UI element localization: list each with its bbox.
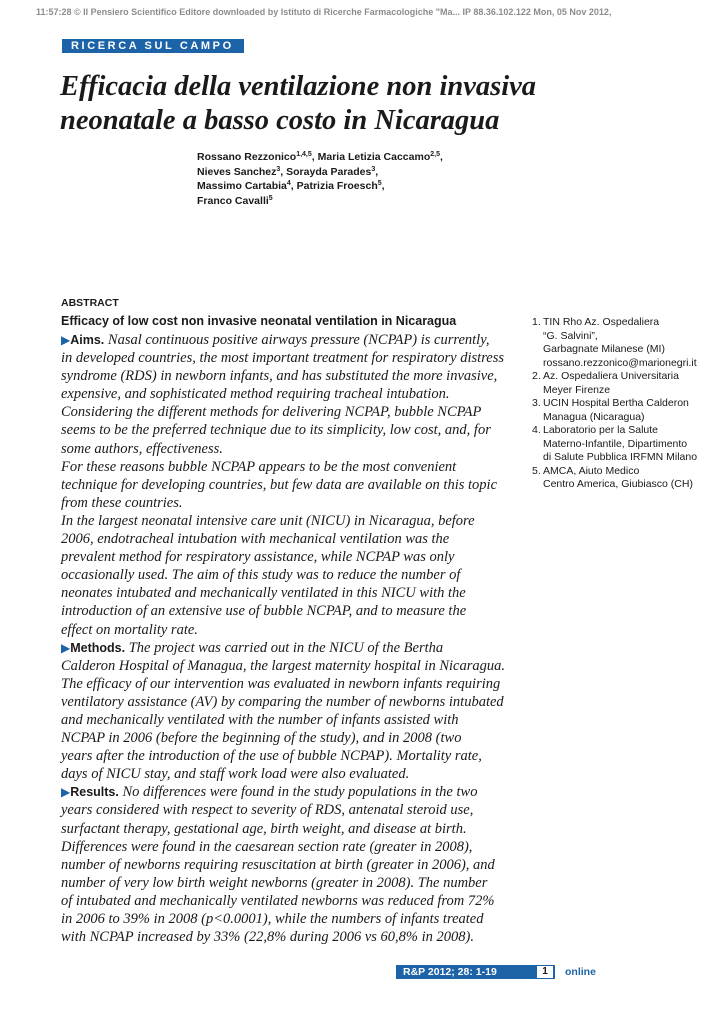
affiliation-item (532, 424, 722, 465)
affiliation-number: 2. (532, 370, 541, 382)
affiliation-item (532, 397, 722, 424)
author-line (197, 194, 537, 209)
aims-label: Aims. (70, 333, 105, 347)
author-name: Maria Letizia Caccamo (317, 151, 431, 163)
abstract-line: seems to be the preferred technique due to its simplicity, low cost, and, for (61, 422, 491, 439)
author-name: Massimo Cartabia (197, 180, 287, 192)
abstract-line: days of NICU stay, and staff work load were also evaluated. (61, 766, 410, 783)
article-title (60, 70, 620, 138)
affiliation-line: Laboratorio per la Salute (543, 424, 658, 436)
article-title-line: Efficacia della ventilazione non invasiva (60, 71, 537, 102)
online-label: online (565, 966, 596, 978)
author-affiliation-ref: 5 (268, 194, 273, 202)
affiliation-number: 3. (532, 397, 541, 409)
affiliation-line: Centro America, Giubiasco (CH) (543, 478, 693, 490)
abstract-line: occasionally used. The aim of this study was to reduce the number of (61, 567, 461, 584)
author-line (197, 179, 537, 194)
affiliation-line: Garbagnate Milanese (MI) (543, 343, 665, 355)
affiliation-line: Az. Ospedaliera Universitaria (543, 370, 679, 382)
abstract-line: number of very low birth weight newborns (greater in 2008). The number (61, 874, 488, 891)
author-affiliation-ref: 1,4,5 (296, 151, 312, 158)
abstract-line: number of newborns requiring resuscitation at birth (greater in 2006), and (61, 856, 495, 873)
affiliation-line: Materno-Infantile, Dipartimento (543, 437, 688, 450)
arrow-right-icon: ▶ (61, 785, 71, 800)
author-affiliation-ref: 3 (276, 165, 281, 173)
affiliation-number: 5. (532, 464, 541, 477)
abstract-line: years after the introduction of the use of bubble NCPAP). Mortality rate, (61, 748, 482, 765)
abstract-line: some authors, effectiveness. (61, 440, 223, 457)
abstract-line: NCPAP in 2006 (before the beginning of the study), and in 2008 (two (61, 730, 462, 747)
author-name: Sorayda Parades (286, 165, 372, 178)
download-notice: 11:57:28 © Il Pensiero Scientifico Editore downloaded by Istituto di Ricerche Farmacologiche "Ma... IP 88.36.102.122 Mon, 05 Nov 2012, (36, 7, 612, 17)
author-name: Patrizia Froesch (296, 180, 378, 192)
abstract-line: In the largest neonatal intensive care unit (NICU) in Nicaragua, before (61, 512, 475, 529)
author-name: Franco Cavalli (197, 194, 269, 207)
author-separator: , (439, 151, 443, 163)
abstract-line: Calderon Hospital of Managua, the largest maternity hospital in Nicaragua. (61, 657, 505, 674)
abstract-text: Nasal continuous positive airways pressure (NCPAP) is currently, (107, 332, 490, 348)
abstract-line: ventilatory assistance (AV) by comparing the number of newborns intubated (61, 693, 504, 710)
abstract-line: in 2006 to 39% in 2008 (p<0.0001), while the numbers of infants treated (61, 911, 484, 927)
abstract-line: syndrome (RDS) in newborn infants, and has substituted the more invasive, (61, 368, 498, 385)
affiliation-line: “G. Salvini”, (543, 329, 598, 342)
page-number: 1 (536, 965, 554, 979)
affiliation-number: 4. (532, 424, 541, 436)
author-affiliation-ref: 4 (286, 180, 291, 187)
abstract-line: surfactant therapy, gestational age, birth weight, and disease at birth. (61, 820, 467, 837)
abstract-text: The project was carried out in the NICU of the Bertha (128, 639, 444, 656)
author-separator: , (290, 180, 297, 192)
abstract-heading: ABSTRACT (61, 297, 119, 309)
author-list (197, 150, 537, 208)
abstract-line: prevalent method for respiratory assistance, while NCPAP was only (61, 549, 455, 566)
abstract-english-title: Efficacy of low cost non invasive neonatal ventilation in Nicaragua (61, 314, 457, 328)
abstract-line: technique for developing countries, but few data are available on this topic (61, 476, 497, 493)
abstract-line: from these countries. (61, 494, 183, 511)
affiliation-line: Meyer Firenze (543, 383, 611, 396)
abstract-line: Differences were found in the caesarean section rate (greater in 2008), (61, 838, 473, 855)
journal-citation: R&P 2012; 28: 1-19 (403, 966, 497, 978)
article-title-line: neonatale a basso costo in Nicaragua (60, 105, 500, 136)
author-affiliation-ref: 3 (371, 165, 376, 173)
affiliation-item (532, 465, 722, 492)
author-separator: , (311, 151, 318, 163)
affiliation-line: AMCA, Aiuto Medico (543, 464, 640, 477)
abstract-line: with NCPAP increased by 33% (22,8% during 2006 vs 60,8% in 2008). (61, 929, 474, 946)
abstract-line (61, 639, 531, 657)
author-affiliation-ref: 5 (377, 180, 382, 187)
abstract-line: effect on mortality rate. (61, 621, 198, 638)
abstract-line (61, 331, 531, 349)
abstract-line: and mechanically ventilated with the number of infants assisted with (61, 711, 459, 728)
affiliation-line: UCIN Hospital Bertha Calderon (543, 397, 689, 409)
abstract-body (61, 331, 531, 946)
methods-label: Methods. (70, 640, 126, 655)
section-tag: RICERCA SUL CAMPO (62, 39, 244, 53)
author-separator: , (381, 180, 385, 192)
affiliation-number: 1. (532, 316, 541, 328)
abstract-line: in developed countries, the most important treatment for respiratory distress (61, 350, 505, 367)
author-separator: , (280, 165, 287, 178)
abstract-line: introduction of an extensive use of bubble NCPAP, and to measure the (61, 603, 467, 620)
abstract-line: For these reasons bubble NCPAP appears to be the most convenient (61, 458, 457, 475)
author-affiliation-ref: 2,5 (430, 151, 440, 158)
author-separator: , (375, 165, 379, 178)
affiliation-line: TIN Rho Az. Ospedaliera (543, 316, 660, 328)
abstract-line (61, 783, 531, 801)
arrow-right-icon: ▶ (61, 333, 71, 347)
abstract-text: No differences were found in the study populations in the two (122, 784, 478, 801)
arrow-right-icon: ▶ (61, 640, 71, 655)
affiliation-line: di Salute Pubblica IRFMN Milano (543, 451, 698, 463)
abstract-line: years considered with respect to severity of RDS, antenatal steroid use, (61, 802, 474, 819)
author-line (197, 150, 537, 165)
abstract-line: expensive, and sophisticated method requiring tracheal intubation. (61, 386, 450, 403)
abstract-line: Considering the different methods for delivering NCPAP, bubble NCPAP (61, 404, 482, 421)
author-name: Rossano Rezzonico (197, 151, 297, 163)
author-name: Nieves Sanchez (197, 165, 277, 178)
abstract-line: of intubated and mechanically ventilated newborns was reduced from 72% (61, 892, 495, 909)
abstract-line: 2006, endotracheal intubation with mechanical ventilation was the (61, 531, 450, 548)
affiliation-item (532, 316, 722, 370)
abstract-line: The efficacy of our intervention was evaluated in newborn infants requiring (61, 675, 501, 692)
affiliation-line: Managua (Nicaragua) (543, 410, 645, 423)
affiliation-list (532, 316, 722, 492)
abstract-line: neonates intubated and mechanically ventilated in this NICU with the (61, 585, 466, 602)
results-label: Results. (70, 785, 119, 800)
author-email[interactable]: rossano.rezzonico@marionegri.it (543, 356, 697, 369)
affiliation-item (532, 370, 722, 397)
author-line (197, 165, 537, 180)
